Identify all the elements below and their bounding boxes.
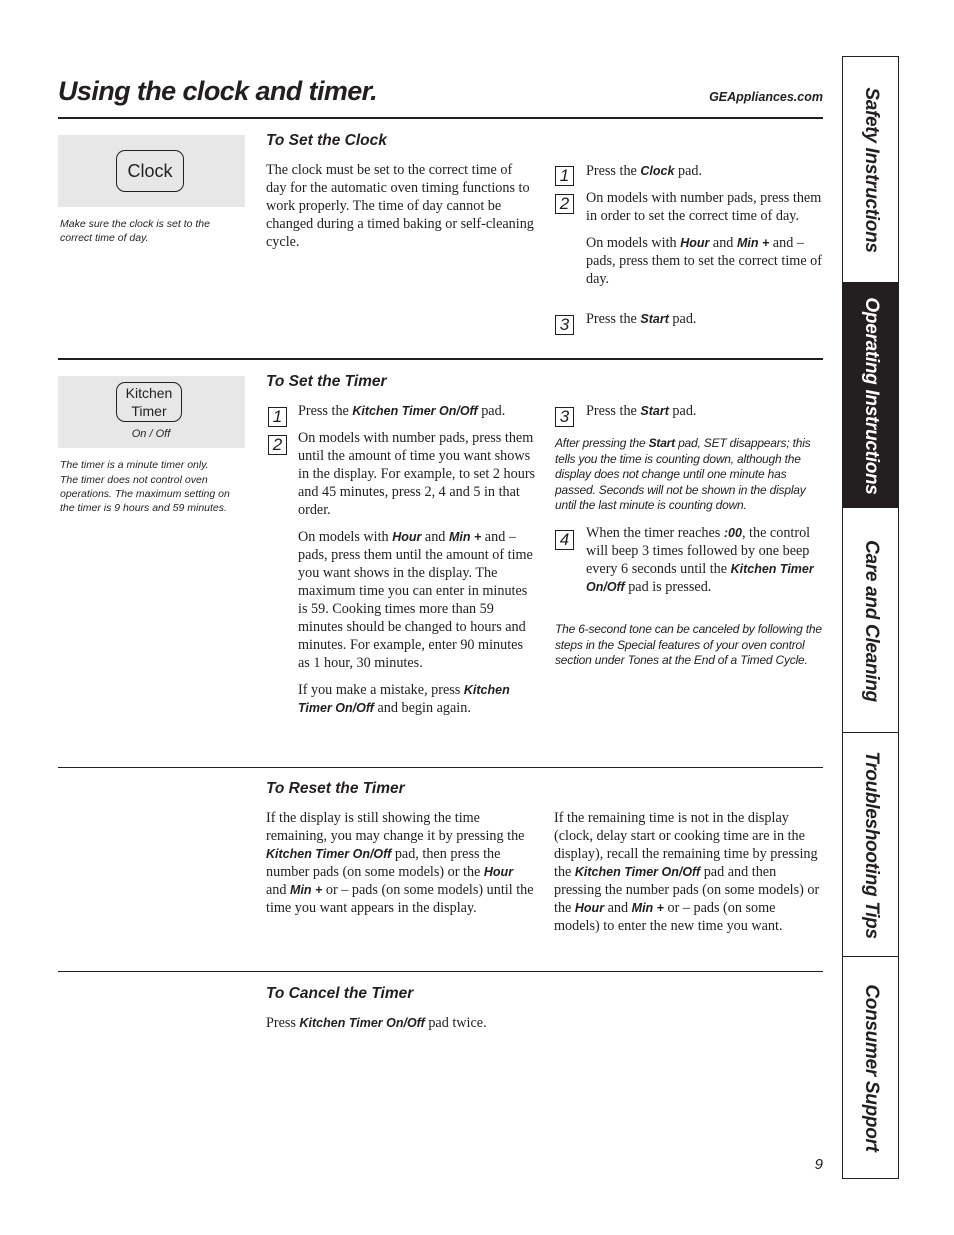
clock-caption: Make sure the clock is set to the correct time of day. [60, 218, 210, 244]
timer-start-note: After pressing the Start pad, SET disappears; this tells you the time is counting down, although the display does not change until one minute has passed. Seconds will not be shown in the display until the last minute is counting down. [555, 436, 811, 512]
clock-step-3: Press the Start pad. [586, 311, 697, 327]
clock-step-1: Press the Clock pad. [586, 163, 703, 179]
clock-step-2: On models with number pads, press them in order to set the correct time of day. On models with Hour and Min + and – pads, press them to set the correct time of day. [586, 190, 822, 287]
cancel-timer-text: Press Kitchen Timer On/Off pad twice. [266, 1015, 487, 1031]
clock-pad-illustration [58, 135, 245, 207]
reset-timer-right: If the remaining time is not in the display (clock, delay start or cooking time are in the display), recall the remaining time by pressing the Kitchen Timer On/Off pad and then pressing the number pads (on some models) or the Hour and Min + or – pads (on some models) to enter the new time you want. [554, 810, 820, 934]
reset-timer-heading: To Reset the Timer [266, 780, 405, 797]
tab-safety-instructions[interactable]: Safety Instructions [860, 86, 882, 253]
step-number: 1 [268, 407, 287, 427]
side-navigation [842, 56, 899, 1179]
timer-caption: The timer is a minute timer only. The timer does not control oven operations. The maximum setting on the timer is 9 hours and 59 minutes. [60, 459, 230, 514]
step-number: 4 [555, 530, 574, 550]
timer-step-3: Press the Start pad. [586, 403, 697, 419]
cancel-timer-heading: To Cancel the Timer [266, 985, 414, 1002]
set-timer-heading: To Set the Timer [266, 373, 387, 390]
step-number: 2 [555, 194, 574, 214]
section-rule [58, 971, 823, 972]
section-rule [58, 767, 823, 768]
timer-step-2: On models with number pads, press them until the amount of time you want shows in the display. For example, to set 2 hours and 45 minutes, press 2, 4 and 5 in that order. On models with Hour and Min + and – pads, press them until the amount of time you want shows in the display. The maximum time you can enter in minutes is 59. Cooking times more than 59 minutes should be changed to hours and minutes. For example, enter 90 minutes as 1 hour, 30 minutes. If you make a mistake, press Kitchen Timer On/Off and begin again. [298, 430, 536, 716]
tone-note: The 6-second tone can be canceled by following the steps in the Special features of your oven control section under Tones at the End of a Timed Cycle. [555, 622, 822, 667]
tab-care-and-cleaning[interactable]: Care and Cleaning [843, 507, 898, 733]
clock-pad: Clock [116, 150, 184, 192]
timer-step-1: Press the Kitchen Timer On/Off pad. [298, 403, 506, 419]
page-number: 9 [814, 1156, 823, 1173]
reset-timer-left: If the display is still showing the time remaining, you may change it by pressing the Kitchen Timer On/Off pad, then press the number pads (on some models) or the Hour and Min + or – pads (on some models) until the time you want appears in the display. [266, 810, 534, 916]
timer-pad-sublabel: On / Off [131, 428, 171, 440]
set-clock-heading: To Set the Clock [266, 132, 387, 149]
section-rule [58, 358, 823, 360]
website-label: GEAppliances.com [709, 90, 823, 104]
set-clock-intro: The clock must be set to the correct time of day for the automatic oven timing functions to work properly. The time of day cannot be changed during a timed baking or self-cleaning cycle. [266, 162, 534, 250]
step-number: 3 [555, 315, 574, 335]
header-rule [58, 117, 823, 119]
kitchen-timer-pad: Kitchen Timer [116, 382, 182, 422]
step-number: 1 [555, 166, 574, 186]
timer-step-4: When the timer reaches :00, the control will beep 3 times followed by one beep every 6 seconds until the Kitchen Timer On/Off pad is pressed. [586, 525, 814, 595]
tab-troubleshooting-tips[interactable]: Troubleshooting Tips [843, 732, 898, 957]
tab-consumer-support[interactable]: Consumer Support [843, 956, 898, 1179]
timer-pad-illustration [58, 376, 245, 448]
step-number: 3 [555, 407, 574, 427]
step-number: 2 [268, 435, 287, 455]
tab-operating-instructions[interactable]: Operating Instructions [843, 282, 898, 508]
page-title: Using the clock and timer. [58, 76, 377, 106]
